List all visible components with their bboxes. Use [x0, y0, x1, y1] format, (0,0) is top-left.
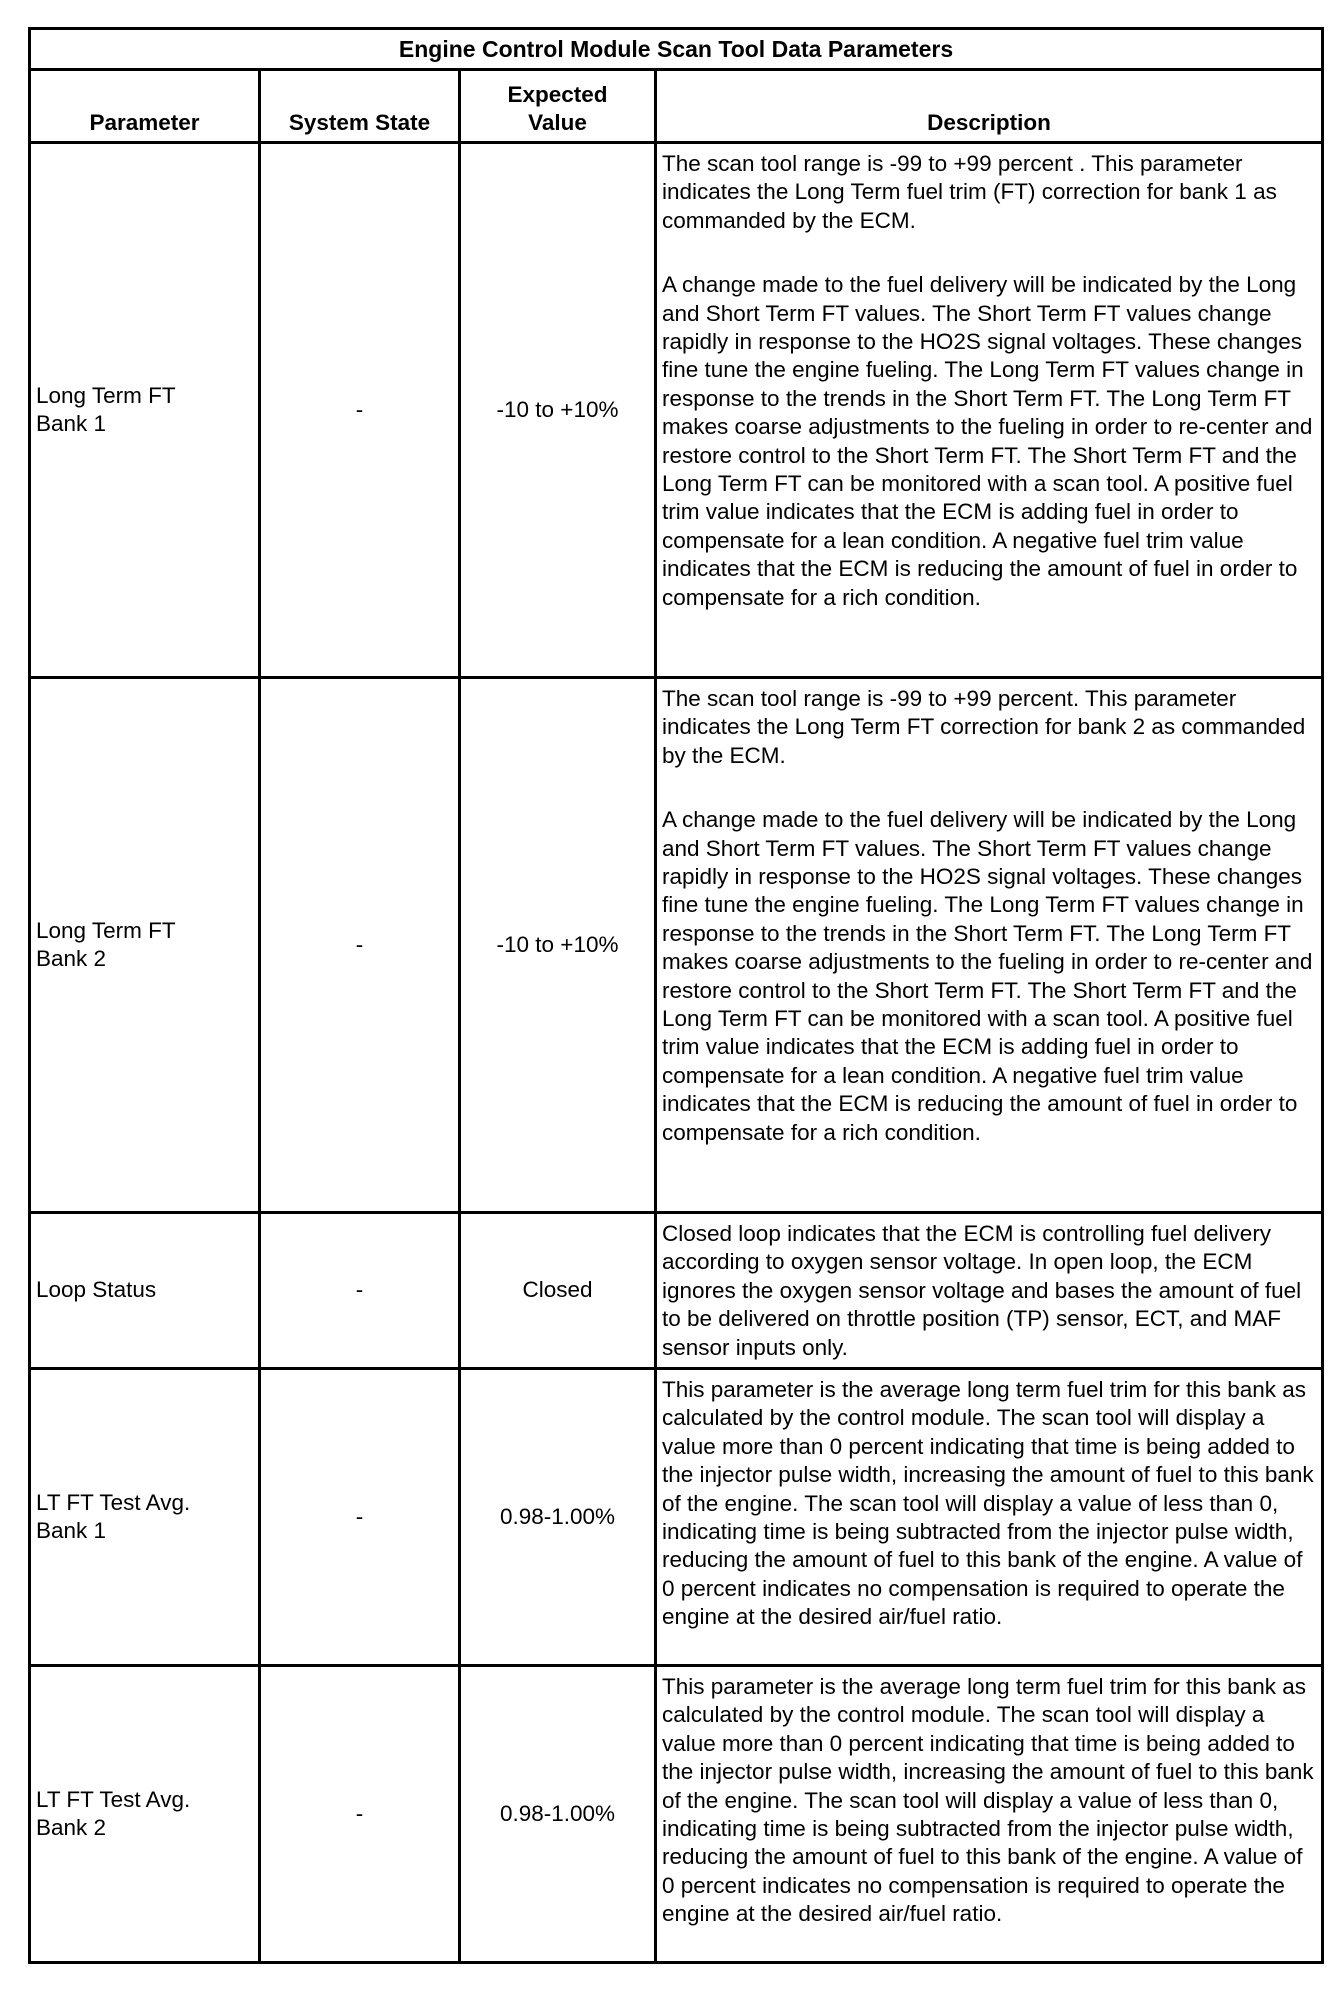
- table-title-row: [30, 29, 1323, 70]
- system-state-cell: -: [260, 678, 460, 1213]
- header-expected-value: [460, 70, 656, 143]
- header-expected-value-line1: Expected: [507, 82, 608, 107]
- header-system-state: System State: [260, 70, 460, 143]
- parameter-cell: [30, 1213, 260, 1369]
- system-state-cell: -: [260, 1213, 460, 1369]
- description-paragraph: The scan tool range is -99 to +99 percent . This parameter indicates the Long Term fuel trim (FT) correction for bank 1 as commanded by the ECM.: [662, 151, 1277, 233]
- table-row: [30, 1369, 1323, 1666]
- table-row: [30, 1666, 1323, 1963]
- parameter-bank: Bank 1: [36, 411, 107, 436]
- system-state-cell: -: [260, 143, 460, 678]
- parameter-bank: Bank 1: [36, 1518, 107, 1544]
- description-cell: [656, 1369, 1323, 1666]
- expected-value-cell: -10 to +10%: [460, 143, 656, 678]
- description-cell: [656, 678, 1323, 1213]
- header-parameter: Parameter: [30, 70, 260, 143]
- expected-value-cell: -10 to +10%: [460, 678, 656, 1213]
- description-cell: [656, 143, 1323, 678]
- table-header-row: [30, 70, 1323, 143]
- description-cell: [656, 1213, 1323, 1369]
- description-cell: [656, 1666, 1323, 1963]
- parameter-bank: Bank 2: [36, 1815, 107, 1841]
- parameter-name: LT FT Test Avg.: [36, 1786, 191, 1812]
- parameter-name: Long Term FT: [36, 917, 176, 943]
- description-paragraph: A change made to the fuel delivery will be indicated by the Long and Short Term FT values. The Short Term FT values change rapidly in response to the HO2S signal voltages. These changes fine tune the engine fueling. The Long Term FT values change in response to the trends in the Short Term FT. The Long Term FT makes coarse adjustments to the fueling in order to re-center and restore control to the Short Term FT. The Short Term FT and the Long Term FT can be monitored with a scan tool. A positive fuel trim value indicates that the ECM is adding fuel in order to compensate for a lean condition. A negative fuel trim value indicates that the ECM is reducing the amount of fuel in order to compensate for a rich condition.: [662, 807, 1313, 1145]
- table-row: [30, 143, 1323, 678]
- parameter-bank: Bank 2: [36, 946, 107, 971]
- expected-value-cell: Closed: [460, 1213, 656, 1369]
- parameter-cell: [30, 678, 260, 1213]
- table-row: [30, 1213, 1323, 1369]
- parameter-name: Long Term FT: [36, 382, 176, 408]
- table-title: Engine Control Module Scan Tool Data Parameters: [30, 29, 1323, 70]
- system-state-cell: -: [260, 1369, 460, 1666]
- scan-tool-data-table: [28, 27, 1324, 1964]
- parameter-cell: [30, 143, 260, 678]
- header-description: Description: [656, 70, 1323, 143]
- header-expected-value-line2: Value: [528, 110, 587, 135]
- expected-value-cell: 0.98-1.00%: [460, 1369, 656, 1666]
- parameter-name: Loop Status: [36, 1277, 157, 1303]
- expected-value-cell: 0.98-1.00%: [460, 1666, 656, 1963]
- description-paragraph: This parameter is the average long term fuel trim for this bank as calculated by the control module. The scan tool will display a value more than 0 percent indicating that time is being added to the injector pulse width, increasing the amount of fuel to this bank of the engine. The scan tool will display a value of less than 0, indicating time is being subtracted from the injector pulse width, reducing the amount of fuel to this bank of the engine. A value of 0 percent indicates no compensation is required to operate the engine at the desired air/fuel ratio.: [662, 1674, 1314, 1927]
- description-paragraph: This parameter is the average long term fuel trim for this bank as calculated by the control module. The scan tool will display a value more than 0 percent indicating that time is being added to the injector pulse width, increasing the amount of fuel to this bank of the engine. The scan tool will display a value of less than 0, indicating time is being subtracted from the injector pulse width, reducing the amount of fuel to this bank of the engine. A value of 0 percent indicates no compensation is required to operate the engine at the desired air/fuel ratio.: [662, 1377, 1314, 1630]
- description-paragraph: Closed loop indicates that the ECM is controlling fuel delivery according to oxygen sensor voltage. In open loop, the ECM ignores the oxygen sensor voltage and bases the amount of fuel to be delivered on throttle position (TP) sensor, ECT, and MAF sensor inputs only.: [662, 1221, 1302, 1360]
- parameter-cell: [30, 1666, 260, 1963]
- description-paragraph: A change made to the fuel delivery will be indicated by the Long and Short Term FT values. The Short Term FT values change rapidly in response to the HO2S signal voltages. These changes fine tune the engine fueling. The Long Term FT values change in response to the trends in the Short Term FT. The Long Term FT makes coarse adjustments to the fueling in order to re-center and restore control to the Short Term FT. The Short Term FT and the Long Term FT can be monitored with a scan tool. A positive fuel trim value indicates that the ECM is adding fuel in order to compensate for a lean condition. A negative fuel trim value indicates that the ECM is reducing the amount of fuel in order to compensate for a rich condition.: [662, 272, 1313, 610]
- table-row: [30, 678, 1323, 1213]
- description-paragraph: The scan tool range is -99 to +99 percent. This parameter indicates the Long Term FT correction for bank 2 as commanded by the ECM.: [662, 686, 1306, 768]
- parameter-name: LT FT Test Avg.: [36, 1489, 191, 1515]
- parameter-cell: [30, 1369, 260, 1666]
- system-state-cell: -: [260, 1666, 460, 1963]
